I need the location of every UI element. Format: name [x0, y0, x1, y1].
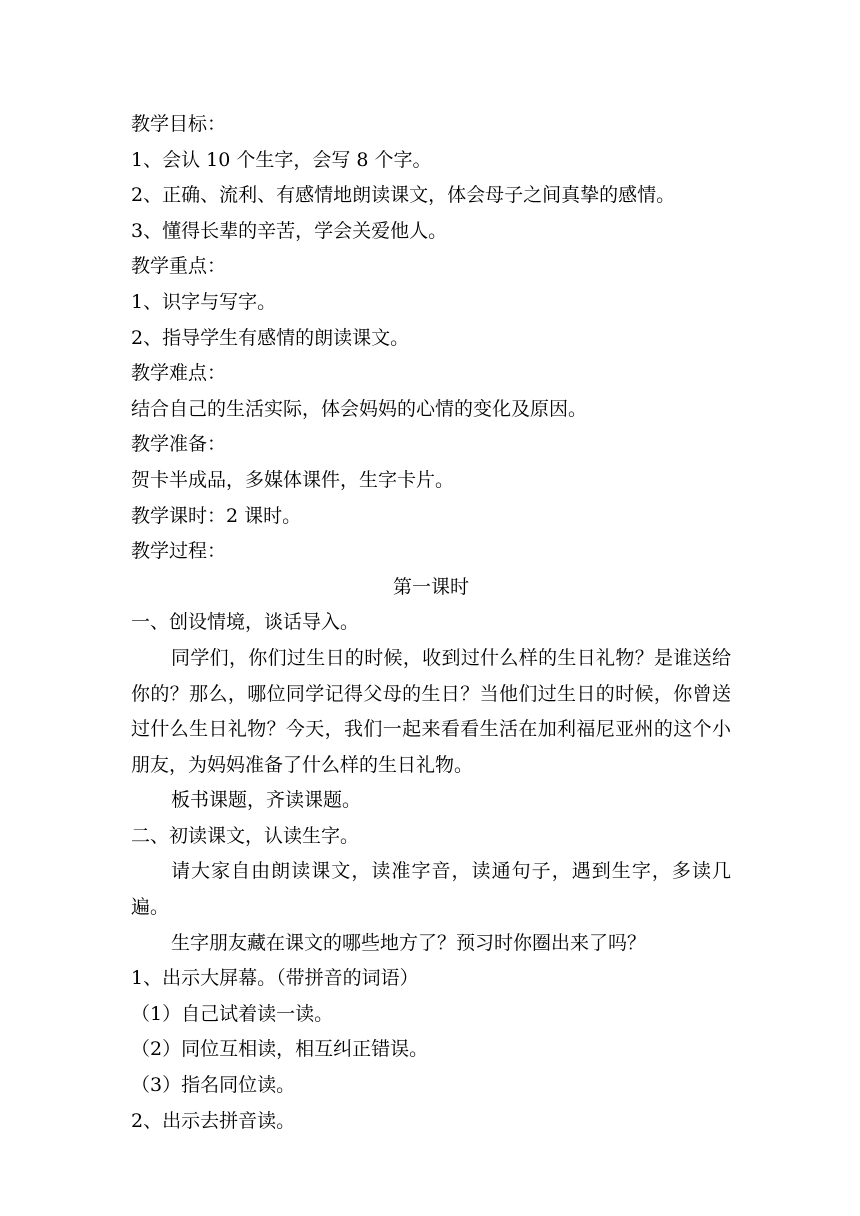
section-heading: 一、创设情境，谈话导入。 [131, 611, 360, 634]
heading-preparation: 教学准备： [131, 433, 227, 456]
step-item: （1）自己试着读一读。 [131, 1002, 334, 1025]
intro-action: 板书课题，齐读课题。 [171, 789, 362, 812]
heading-process: 教学过程： [131, 540, 227, 563]
objective-item: 2、正确、流利、有感情地朗读课文，体会母子之间真挚的感情。 [131, 184, 676, 207]
reading-question: 生字朋友藏在课文的哪些地方了？预习时你圈出来了吗？ [171, 931, 647, 954]
lesson-title: 第一课时 [392, 575, 469, 598]
key-point-item: 1、识字与写字。 [131, 290, 277, 313]
step-item: 2、出示去拼音读。 [131, 1109, 296, 1132]
reading-paragraph: 请大家自由朗读课文，读准字音，读通句子，遇到生字，多读几遍。 [131, 860, 731, 919]
heading-key-points: 教学重点： [131, 255, 227, 278]
step-item: 1、出示大屏幕。（带拼音的词语） [131, 967, 419, 990]
section-heading: 二、初读课文，认读生字。 [131, 824, 360, 847]
preparation-item: 贺卡半成品，多媒体课件，生字卡片。 [131, 468, 455, 491]
step-item: （2）同位互相读，相互纠正错误。 [131, 1038, 429, 1061]
objective-item: 1、会认 10 个生字，会写 8 个字。 [131, 148, 432, 171]
lesson-hours: 教学课时：2 课时。 [131, 504, 302, 527]
heading-difficulties: 教学难点： [131, 362, 227, 385]
heading-objectives: 教学目标： [131, 113, 227, 135]
intro-paragraph: 同学们，你们过生日的时候，收到过什么样的生日礼物？是谁送给你的？那么，哪位同学记得父母的生日？当他们过生日的时候，你曾送过什么生日礼物？今天，我们一起来看看生活在加利福尼亚州的这个小朋友，为妈妈准备了什么样的生日礼物。 [131, 646, 731, 776]
difficulty-item: 结合自己的生活实际，体会妈妈的心情的变化及原因。 [131, 397, 588, 420]
step-item: （3）指名同位读。 [131, 1074, 296, 1097]
objective-item: 3、懂得长辈的辛苦，学会关爱他人。 [131, 219, 448, 242]
key-point-item: 2、指导学生有感情的朗读课文。 [131, 326, 410, 349]
lesson-plan-body [131, 107, 731, 1139]
